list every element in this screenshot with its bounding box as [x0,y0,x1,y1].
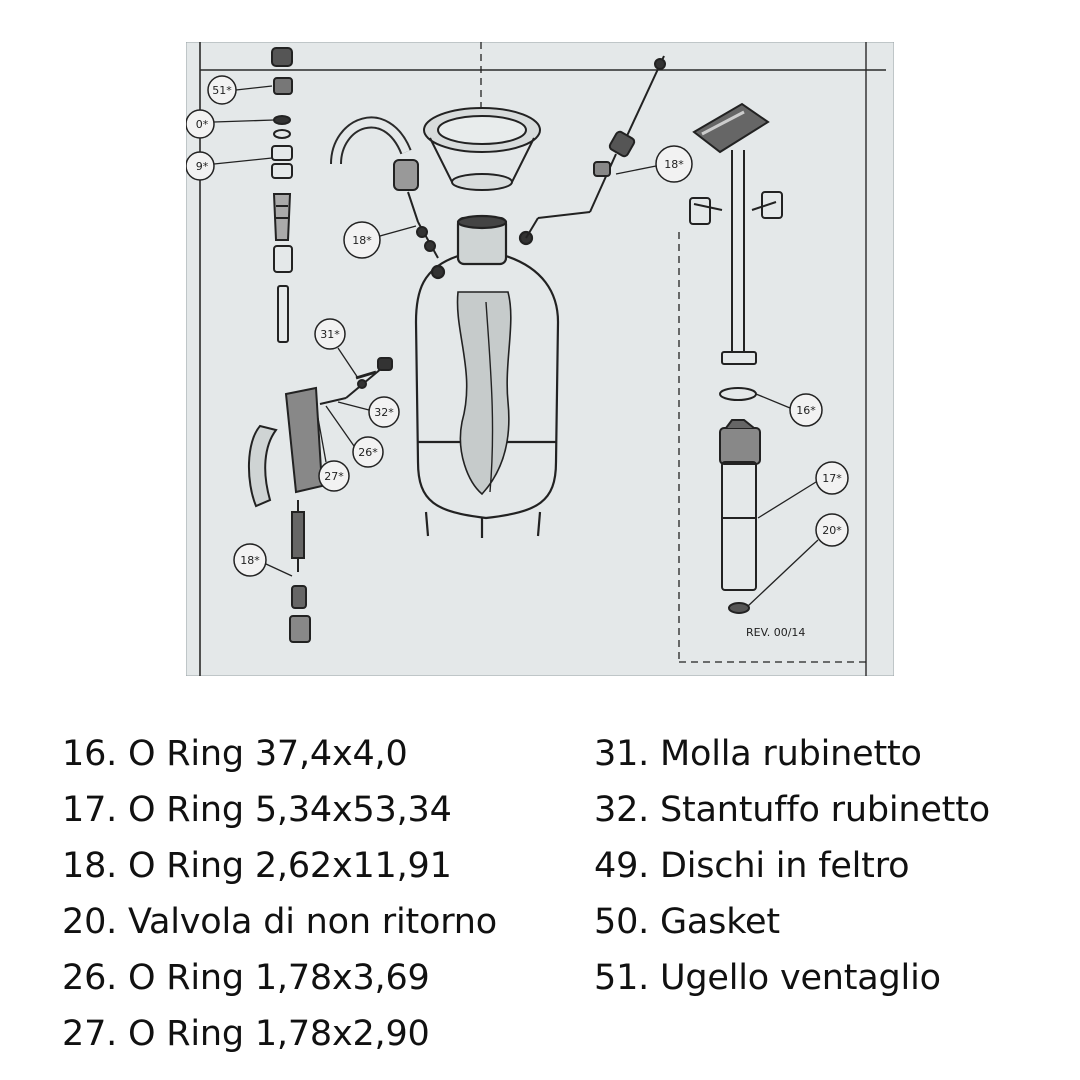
diagram-paper [186,42,894,676]
legend-item: 17. O Ring 5,34x53,34 [62,790,452,830]
revision-label: REV. 00/14 [746,626,806,639]
svg-text:18*: 18* [240,554,260,567]
legend-item: 18. O Ring 2,62x11,91 [62,846,452,886]
svg-text:16*: 16* [796,404,816,417]
svg-text:51*: 51* [212,84,232,97]
legend-item: 51. Ugello ventaglio [594,958,941,998]
legend-item: 50. Gasket [594,902,780,942]
legend-item: 49. Dischi in feltro [594,846,910,886]
svg-text:27*: 27* [324,470,344,483]
exploded-parts-diagram [186,42,894,676]
legend-item: 20. Valvola di non ritorno [62,902,498,942]
parts-legend-left [62,726,497,1062]
svg-text:18*: 18* [664,158,684,171]
svg-text:31*: 31* [320,328,340,341]
legend-item: 16. O Ring 37,4x4,0 [62,734,408,774]
svg-text:18*: 18* [352,234,372,247]
svg-text:0*: 0* [195,118,209,131]
legend-item: 26. O Ring 1,78x3,69 [62,958,430,998]
legend-item: 27. O Ring 1,78x2,90 [62,1014,430,1054]
svg-text:17*: 17* [822,472,842,485]
svg-text:26*: 26* [358,446,378,459]
svg-text:20*: 20* [822,524,842,537]
svg-text:32*: 32* [374,406,394,419]
legend-item: 31. Molla rubinetto [594,734,922,774]
parts-legend-right [594,726,990,1006]
legend-item: 32. Stantuffo rubinetto [594,790,990,830]
svg-text:9*: 9* [195,160,209,173]
